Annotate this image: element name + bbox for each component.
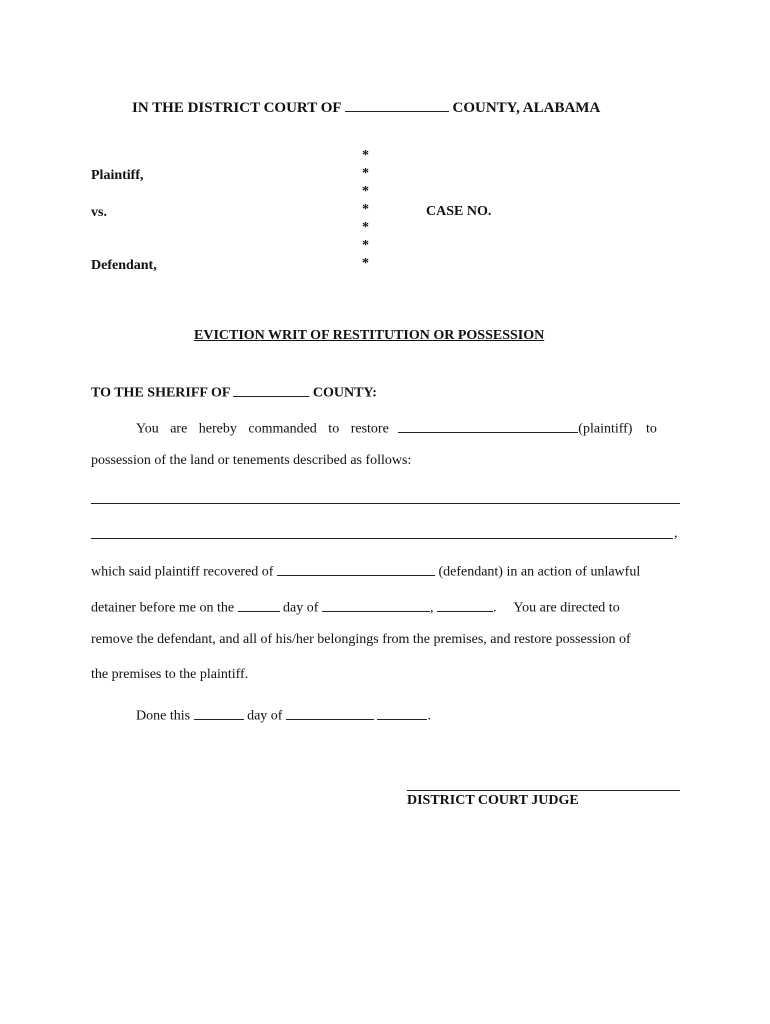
plaintiff-label: Plaintiff,	[91, 168, 144, 183]
unlawful-action-text: (defendant) in an action of unlawful	[438, 564, 641, 580]
body-line-1	[136, 417, 680, 438]
directed-text: . You are directed to	[492, 600, 620, 616]
detainer-text: detainer before me on the	[91, 600, 235, 616]
body-line-2: possession of the land or tenements described as follows:	[91, 453, 412, 468]
caption-star: *	[362, 184, 369, 199]
caption-star: *	[362, 238, 369, 253]
sheriff-prefix: TO THE SHERIFF OF	[91, 385, 230, 401]
plaintiff-name-blank	[398, 417, 578, 433]
court-heading-suffix: COUNTY, ALABAMA	[452, 99, 601, 116]
case-no-label: CASE NO.	[426, 204, 492, 219]
body-line-5	[91, 596, 620, 617]
caption-star: *	[362, 148, 369, 163]
sheriff-address-line	[91, 381, 377, 402]
court-heading-prefix: IN THE DISTRICT COURT OF	[132, 99, 341, 116]
sheriff-county-blank	[233, 381, 309, 397]
recovered-of-text: which said plaintiff recovered of	[91, 564, 274, 580]
done-day-of-text: day of	[247, 708, 283, 724]
done-this-text: Done this	[136, 708, 191, 724]
detainer-month-blank	[322, 596, 430, 612]
court-heading	[132, 95, 600, 117]
done-year-blank	[377, 704, 427, 720]
body-line-6: remove the defendant, and all of his/her belongings from the premises, and restore possession of	[91, 632, 631, 647]
detainer-comma: ,	[429, 600, 434, 616]
done-period: .	[427, 708, 431, 724]
judge-signature-label: DISTRICT COURT JUDGE	[407, 793, 579, 808]
plaintiff-suffix-text: (plaintiff) to	[578, 421, 657, 437]
restore-command-text: You are hereby commanded to restore	[136, 421, 389, 437]
caption-star: *	[362, 256, 369, 271]
sheriff-suffix: COUNTY:	[312, 385, 377, 401]
vs-label: vs.	[91, 205, 107, 220]
detainer-day-of-text: day of	[283, 600, 319, 616]
body-line-7: the premises to the plaintiff.	[91, 667, 249, 682]
description-comma: ,	[674, 526, 678, 541]
caption-star: *	[362, 202, 369, 217]
caption-star: *	[362, 166, 369, 181]
done-this-line	[136, 704, 431, 725]
body-line-4	[91, 560, 640, 581]
defendant-label: Defendant,	[91, 258, 157, 273]
property-description-line-2	[91, 538, 673, 539]
document-title: EVICTION WRIT OF RESTITUTION OR POSSESSION	[194, 328, 545, 343]
done-day-blank	[194, 704, 244, 720]
detainer-year-blank	[437, 596, 493, 612]
property-description-line-1	[91, 503, 680, 504]
county-blank	[345, 95, 449, 112]
detainer-day-blank	[238, 596, 280, 612]
caption-star: *	[362, 220, 369, 235]
done-month-blank	[286, 704, 374, 720]
defendant-name-blank	[277, 560, 435, 576]
judge-signature-line	[407, 790, 680, 791]
